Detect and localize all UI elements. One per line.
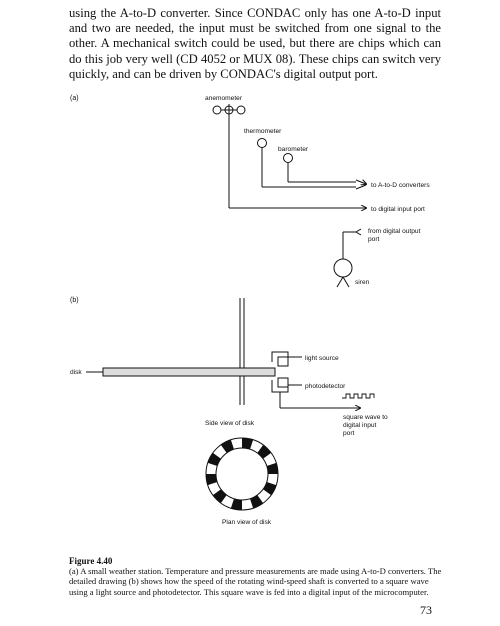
siren-label: siren [355,279,370,286]
from-digital-output-label-2: port [368,236,380,243]
siren-wire [343,229,361,259]
caption-title: Figure 4.40 [69,556,113,566]
light-source-label: light source [305,355,339,362]
light-source-icon [272,352,288,366]
square-wave-label-3: port [343,430,355,437]
disk-label: disk [70,369,82,376]
panel-a-label: (a) [70,95,79,102]
panel-b-label: (b) [70,297,79,304]
photodetector-icon [272,378,288,392]
side-view-label: Side view of disk [205,420,255,427]
barometer-icon [284,154,293,163]
anemometer-icon [213,104,245,116]
to-digital-input-label: to digital input port [371,206,425,213]
page-number: 73 [420,603,432,617]
siren-icon [334,259,352,287]
square-wave-icon [342,394,374,398]
thermometer-icon [258,139,267,148]
thermometer-wire [262,147,356,187]
photodetector-wire [280,392,352,408]
caption-text: (a) A small weather station. Temperature and pressure measurements are made using A-to-D converters. The detailed drawing (b) shows how the speed of the rotating wind-speed shaft is converted to a square wave using a light source and photodetector. This square wave is fed into a digital input of the microcomputer. [69,566,442,597]
thermometer-label: thermometer [244,128,282,135]
from-digital-output-label-1: from digital output [368,228,421,235]
shaft [240,298,244,405]
photodetector-label: photodetector [305,383,346,390]
square-wave-label-1: square wave to [343,414,388,421]
body-paragraph: using the A-to-D converter. Since CONDAC only has one A-to-D input and two are needed, the input must be switched from one signal to the other. A mechanical switch could be used, but there are chips which can do this job very well (CD 4052 or MUX 08). These chips can switch very quickly, and can be driven by CONDAC's digital output port. [69,6,441,81]
adc-arrow [356,180,366,189]
anemometer-label: anemometer [205,95,243,102]
disk-side [103,368,275,376]
to-adc-label: to A-to-D converters [371,182,430,189]
plan-view-label: Plan view of disk [222,519,272,526]
square-wave-label-2: digital input [343,422,377,429]
barometer-wire [288,163,356,182]
barometer-label: barometer [278,146,309,153]
plan-view-disk [206,438,278,510]
